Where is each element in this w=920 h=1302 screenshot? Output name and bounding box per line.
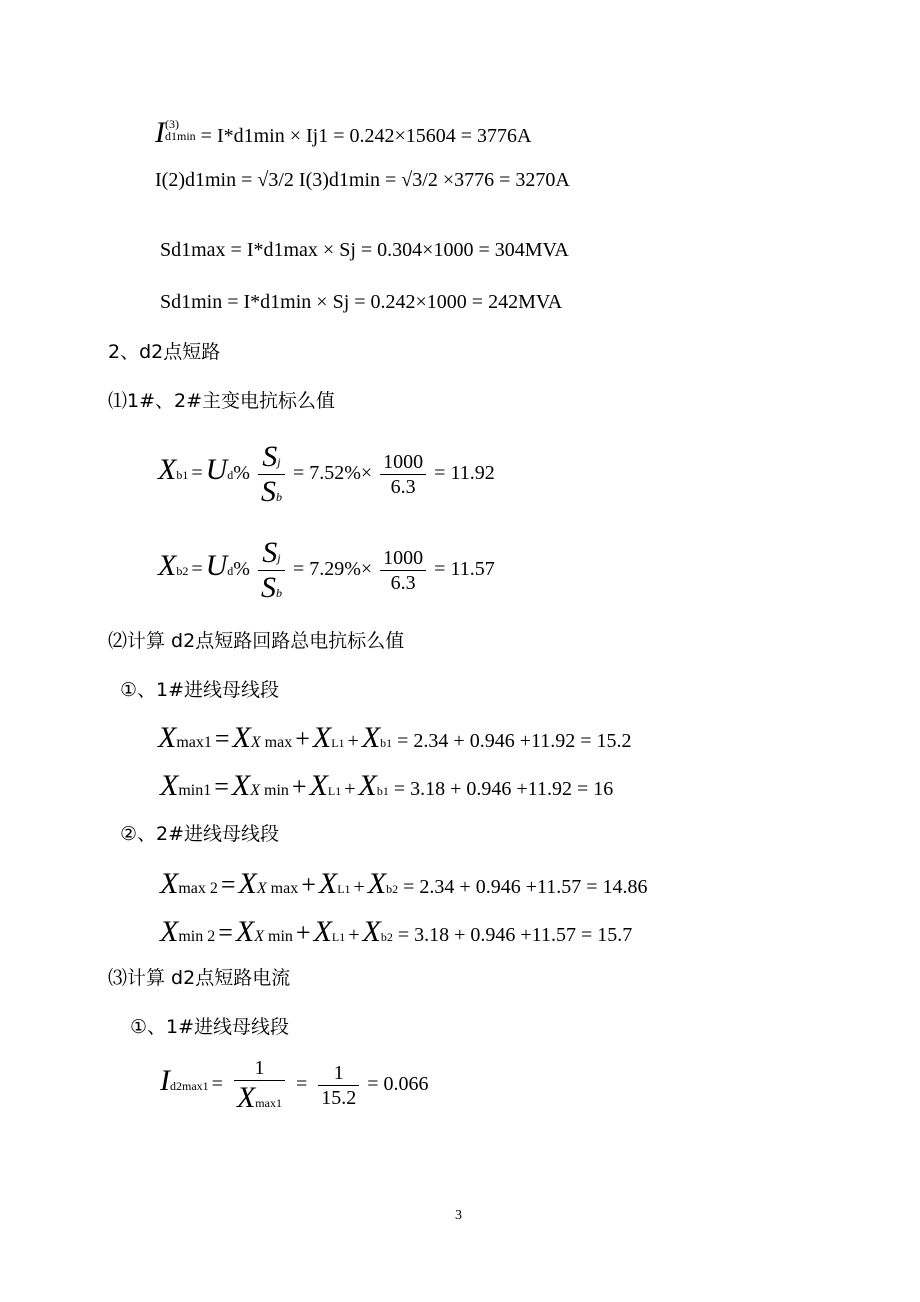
- equation-i-d1min-3-rhs: = I*d1min × Ij1 = 0.242×15604 = 3776A: [200, 125, 532, 147]
- fraction-1-over-15-2: $\frac{1}{15.2}$: [318, 1063, 359, 1108]
- equation-s-d1max-text: Sd1max = I*d1max × Sj = 0.304×1000 = 304MVA: [160, 239, 569, 261]
- equation-i-d1min-2-text: I(2)d1min = √3/2 I(3)d1min = √3/2 ×3776 = 3270A: [155, 169, 570, 191]
- equation-xmin1: Xmin1 = XX min + XL1 + Xb1 = 3.18 + 0.946 +11.92 = 16: [160, 769, 614, 802]
- fraction-sj-sb: $\frac{Sj}{Sb}$: [258, 442, 285, 507]
- equation-i-d1min-2: [155, 170, 570, 190]
- sub-item-incoming-1b: ①、1#进线母线段: [130, 1016, 290, 1038]
- equation-id2max1: Id2max1 = $\frac{1}{Xmax1}$ = $\frac{1}{15.2}$ = 0.066: [160, 1057, 429, 1114]
- equation-xmin2: Xmin 2 = XX min + XL1 + Xb2 = 3.18 + 0.946 +11.57 = 15.7: [160, 915, 633, 948]
- fraction-1-over-xmax1: $\frac{1}{Xmax1}$: [234, 1058, 285, 1113]
- equation-s-d1min: [160, 292, 562, 312]
- equation-xb1: Xb1 = Ud% $\frac{Sj}{Sb}$ = 7.52%× $\frac{1000}{6.3}$ = 11.92: [158, 440, 495, 508]
- sub-item-incoming-2: ②、2#进线母线段: [120, 823, 280, 845]
- equation-xb1-rhs: = 7.52%×: [292, 462, 373, 485]
- equation-xmax2-rhs: = 2.34 + 0.946 +11.57 = 14.86: [403, 876, 648, 898]
- equation-xb2: Xb2 = Ud% $\frac{Sj}{Sb}$ = 7.29%× $\frac{1000}{6.3}$ = 11.57: [158, 536, 495, 604]
- equation-xb2-rhs: = 7.29%×: [292, 558, 373, 581]
- equation-s-d1max: [160, 240, 569, 260]
- subsection-short-circuit-current: ⑶计算 d2点短路电流: [108, 967, 291, 989]
- equation-xmax2: Xmax 2 = XX max + XL1 + Xb2 = 2.34 + 0.946 +11.57 = 14.86: [160, 867, 648, 900]
- equation-xmax1-rhs: = 2.34 + 0.946 +11.92 = 15.2: [397, 730, 632, 752]
- equation-id2max1-rhs: = 0.066: [367, 1073, 429, 1096]
- fraction-1000-6-3-2: $\frac{1000}{6.3}$: [380, 548, 426, 593]
- equation-xb2-result: = 11.57: [434, 558, 495, 581]
- equation-s-d1min-text: Sd1min = I*d1min × Sj = 0.242×1000 = 242MVA: [160, 291, 563, 313]
- equation-xb1-result: = 11.92: [434, 462, 495, 485]
- equation-xmax1: Xmax1 = XX max + XL1 + Xb1 = 2.34 + 0.946 +11.92 = 15.2: [158, 721, 632, 754]
- fraction-1000-6-3: $\frac{1000}{6.3}$: [380, 452, 426, 497]
- equation-i-d1min-3: I (3) d1min = I*d1min × Ij1 = 0.242×15604 = 3776A: [155, 116, 532, 149]
- page-number: 3: [455, 1208, 462, 1223]
- sub-item-incoming-1: ①、1#进线母线段: [120, 679, 280, 701]
- equation-xmin1-rhs: = 3.18 + 0.946 +11.92 = 16: [393, 778, 614, 800]
- equation-xmin2-rhs: = 3.18 + 0.946 +11.57 = 15.7: [397, 924, 633, 946]
- subsection-transformer-reactance: ⑴1#、2#主变电抗标么值: [108, 390, 336, 412]
- section-title-d2: 2、d2点短路: [108, 341, 221, 363]
- fraction-sj-sb-2: $\frac{Sj}{Sb}$: [258, 538, 285, 603]
- subsection-total-reactance: ⑵计算 d2点短路回路总电抗标么值: [108, 630, 405, 652]
